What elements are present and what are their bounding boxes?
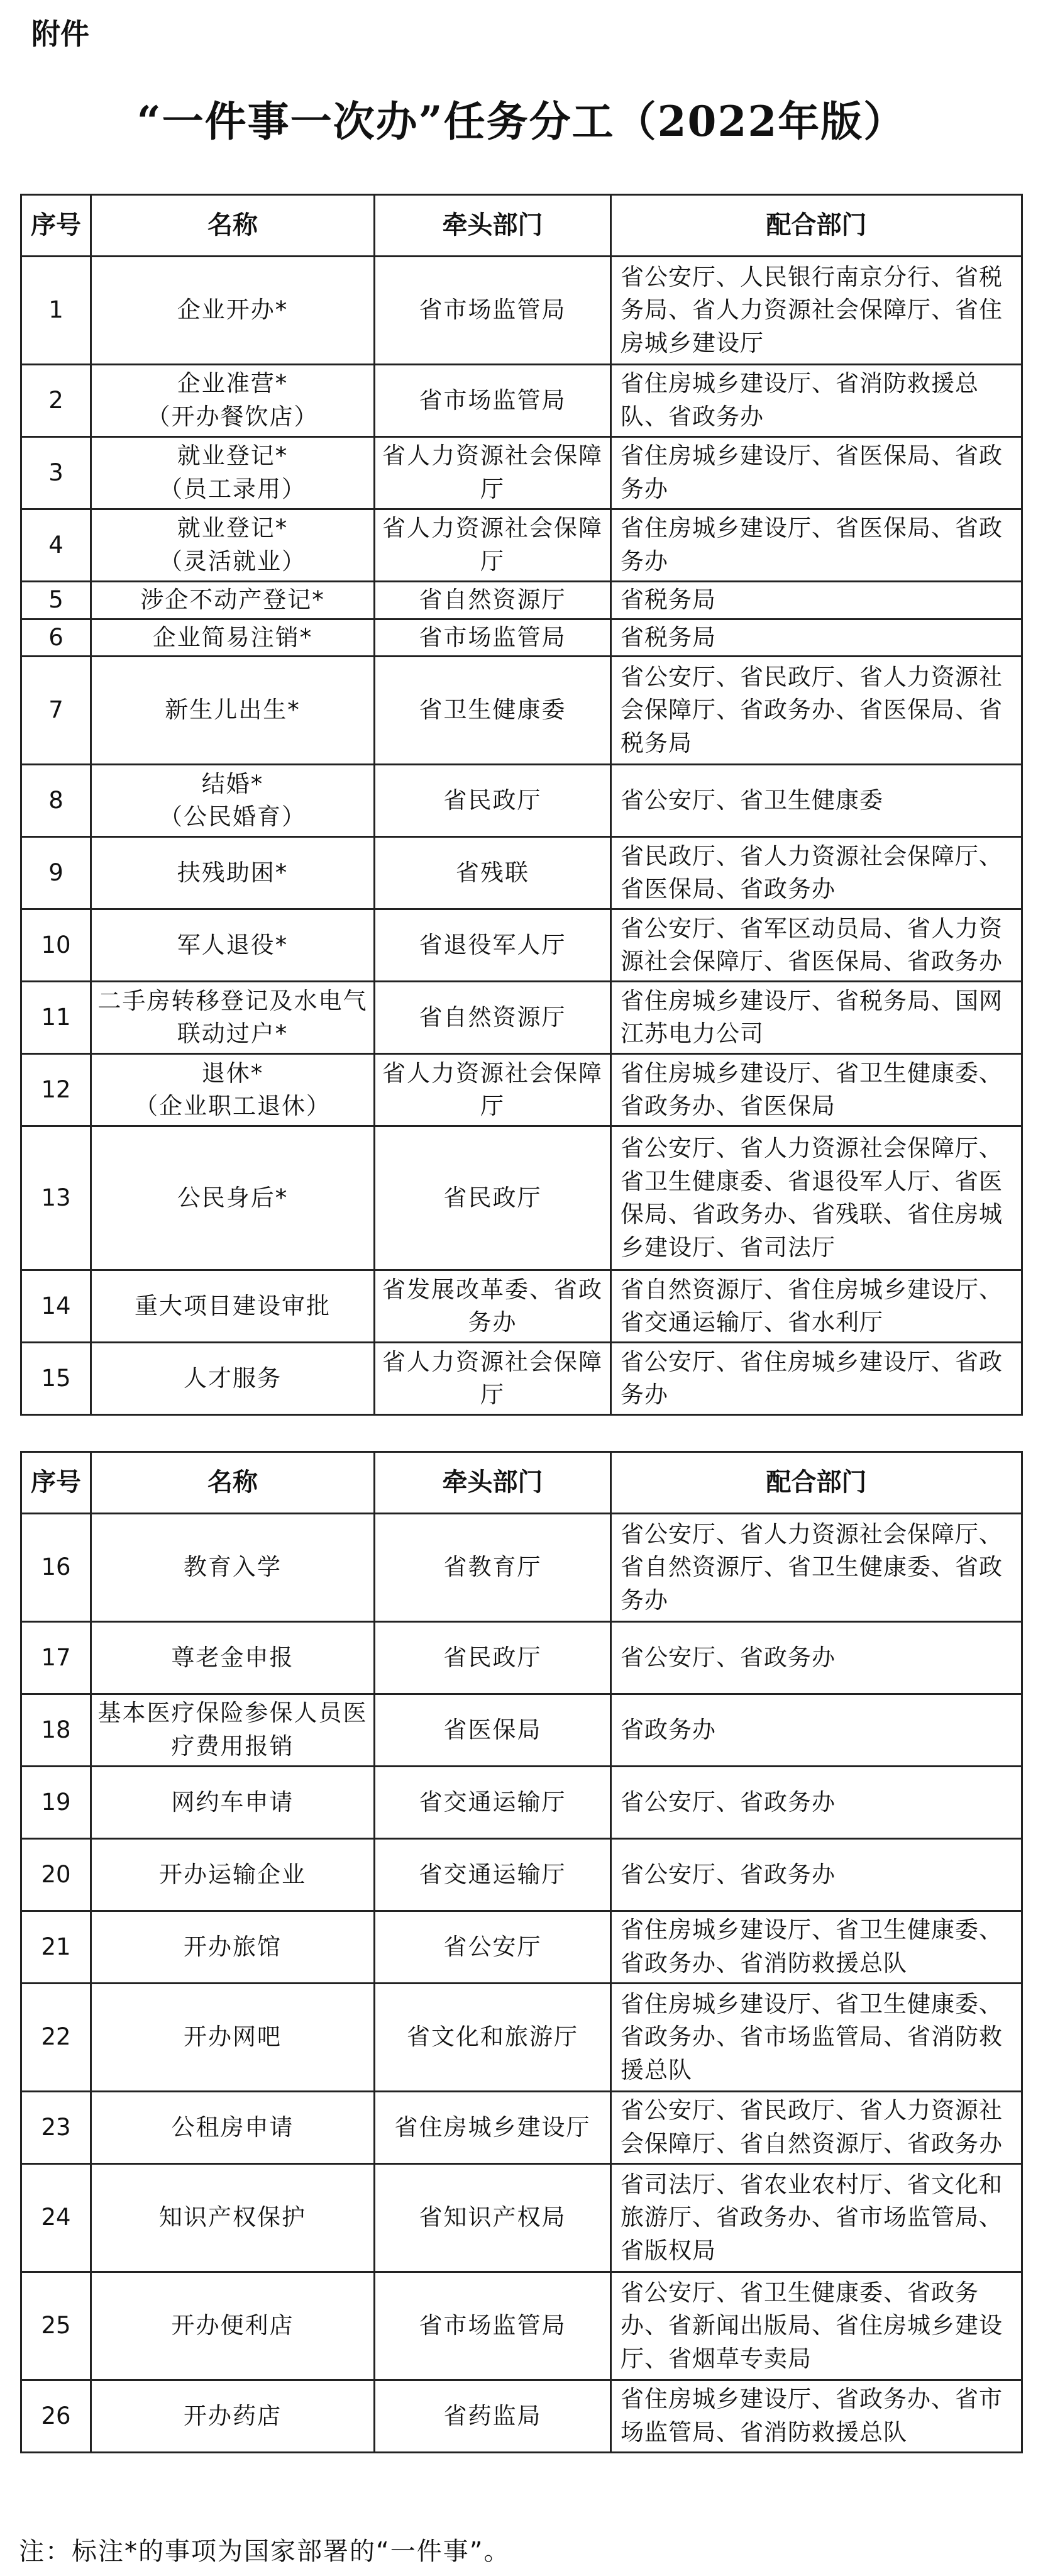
table-row [21,909,1022,982]
header-lead-department: 牵头部门 [375,1452,611,1514]
row-index: 18 [21,1694,91,1767]
cooperating-departments: 省公安厅、省民政厅、省人力资源社会保障厅、省自然资源厅、省政务办 [611,2092,1022,2164]
footnote: 注：标注*的事项为国家部署的“一件事”。 [19,2537,510,2566]
table-row [21,619,1022,657]
table-row [21,1767,1022,1839]
lead-department: 省市场监管局 [375,365,611,437]
table-row [21,837,1022,909]
row-index: 22 [21,1984,91,2092]
table-row [21,582,1022,619]
table-row [21,1126,1022,1270]
cooperating-departments: 省住房城乡建设厅、省卫生健康委、省政务办、省消防救援总队 [611,1911,1022,1984]
row-index: 25 [21,2272,91,2380]
task-name: 退休* （企业职工退休） [91,1054,375,1126]
table-row [21,982,1022,1054]
task-name: 开办旅馆 [91,1911,375,1984]
table-row [21,2092,1022,2164]
task-table-part-2 [20,1451,1023,2453]
row-index: 24 [21,2164,91,2272]
task-name: 公租房申请 [91,2092,375,2164]
cooperating-departments: 省税务局 [611,582,1022,619]
row-index: 16 [21,1514,91,1622]
cooperating-departments: 省公安厅、省政务办 [611,1839,1022,1911]
cooperating-departments: 省公安厅、人民银行南京分行、省税务局、省人力资源社会保障厅、省住房城乡建设厅 [611,257,1022,365]
lead-department: 省民政厅 [375,1622,611,1694]
row-index: 26 [21,2380,91,2453]
lead-department: 省教育厅 [375,1514,611,1622]
row-index: 1 [21,257,91,365]
task-name: 涉企不动产登记* [91,582,375,619]
task-name: 开办药店 [91,2380,375,2453]
cooperating-departments: 省住房城乡建设厅、省卫生健康委、省政务办、省市场监管局、省消防救援总队 [611,1984,1022,2092]
attachment-label: 附件 [31,17,89,51]
header-cooperating-departments: 配合部门 [611,195,1022,257]
header-cooperating-departments: 配合部门 [611,1452,1022,1514]
table-row [21,509,1022,582]
table-row [21,2380,1022,2453]
cooperating-departments: 省住房城乡建设厅、省卫生健康委、省政务办、省医保局 [611,1054,1022,1126]
task-name: 网约车申请 [91,1767,375,1839]
cooperating-departments: 省民政厅、省人力资源社会保障厅、省医保局、省政务办 [611,837,1022,909]
table-row [21,257,1022,365]
lead-department: 省药监局 [375,2380,611,2453]
header-name: 名称 [91,1452,375,1514]
task-name: 结婚* （公民婚育） [91,765,375,837]
task-name: 尊老金申报 [91,1622,375,1694]
row-index: 6 [21,619,91,657]
table-row [21,1514,1022,1622]
row-index: 11 [21,982,91,1054]
task-name: 军人退役* [91,909,375,982]
table-header-row [21,195,1022,257]
row-index: 19 [21,1767,91,1839]
task-table-part-1 [20,194,1023,1416]
cooperating-departments: 省住房城乡建设厅、省政务办、省市场监管局、省消防救援总队 [611,2380,1022,2453]
cooperating-departments: 省自然资源厅、省住房城乡建设厅、省交通运输厅、省水利厅 [611,1270,1022,1343]
cooperating-departments: 省公安厅、省住房城乡建设厅、省政务办 [611,1343,1022,1415]
row-index: 2 [21,365,91,437]
table-row [21,1911,1022,1984]
task-name: 企业简易注销* [91,619,375,657]
row-index: 10 [21,909,91,982]
cooperating-departments: 省公安厅、省人力资源社会保障厅、省自然资源厅、省卫生健康委、省政务办 [611,1514,1022,1622]
cooperating-departments: 省公安厅、省人力资源社会保障厅、省卫生健康委、省退役军人厅、省医保局、省政务办、省残联、省住房城乡建设厅、省司法厅 [611,1126,1022,1270]
lead-department: 省知识产权局 [375,2164,611,2272]
header-lead-department: 牵头部门 [375,195,611,257]
task-name: 基本医疗保险参保人员医疗费用报销 [91,1694,375,1767]
cooperating-departments: 省税务局 [611,619,1022,657]
header-name: 名称 [91,195,375,257]
lead-department: 省市场监管局 [375,257,611,365]
lead-department: 省退役军人厅 [375,909,611,982]
table-row [21,1343,1022,1415]
task-name: 人才服务 [91,1343,375,1415]
table-row [21,657,1022,765]
task-name: 就业登记* （灵活就业） [91,509,375,582]
document-title: “一件事一次办”任务分工（2022年版） [136,97,907,146]
cooperating-departments: 省公安厅、省卫生健康委 [611,765,1022,837]
task-name: 教育入学 [91,1514,375,1622]
table-row [21,1054,1022,1126]
lead-department: 省民政厅 [375,765,611,837]
table-row [21,1270,1022,1343]
row-index: 12 [21,1054,91,1126]
lead-department: 省人力资源社会保障厅 [375,509,611,582]
lead-department: 省人力资源社会保障厅 [375,1343,611,1415]
task-name: 重大项目建设审批 [91,1270,375,1343]
table-row [21,1694,1022,1767]
row-index: 9 [21,837,91,909]
cooperating-departments: 省公安厅、省民政厅、省人力资源社会保障厅、省政务办、省医保局、省税务局 [611,657,1022,765]
task-name: 开办网吧 [91,1984,375,2092]
table-row [21,2164,1022,2272]
table-row [21,365,1022,437]
lead-department: 省自然资源厅 [375,582,611,619]
table-row [21,765,1022,837]
lead-department: 省残联 [375,837,611,909]
row-index: 14 [21,1270,91,1343]
cooperating-departments: 省住房城乡建设厅、省税务局、国网江苏电力公司 [611,982,1022,1054]
task-name: 就业登记* （员工录用） [91,437,375,509]
row-index: 17 [21,1622,91,1694]
task-name: 开办运输企业 [91,1839,375,1911]
row-index: 20 [21,1839,91,1911]
task-name: 扶残助困* [91,837,375,909]
cooperating-departments: 省公安厅、省军区动员局、省人力资源社会保障厅、省医保局、省政务办 [611,909,1022,982]
lead-department: 省人力资源社会保障厅 [375,1054,611,1126]
row-index: 4 [21,509,91,582]
table-row [21,1622,1022,1694]
cooperating-departments: 省公安厅、省卫生健康委、省政务办、省新闻出版局、省住房城乡建设厅、省烟草专卖局 [611,2272,1022,2380]
cooperating-departments: 省公安厅、省政务办 [611,1767,1022,1839]
lead-department: 省住房城乡建设厅 [375,2092,611,2164]
task-name: 二手房转移登记及水电气联动过户* [91,982,375,1054]
row-index: 15 [21,1343,91,1415]
lead-department: 省交通运输厅 [375,1839,611,1911]
task-name: 公民身后* [91,1126,375,1270]
cooperating-departments: 省政务办 [611,1694,1022,1767]
table-row [21,1839,1022,1911]
task-name: 企业开办* [91,257,375,365]
task-name: 企业准营* （开办餐饮店） [91,365,375,437]
lead-department: 省卫生健康委 [375,657,611,765]
lead-department: 省市场监管局 [375,619,611,657]
task-name: 知识产权保护 [91,2164,375,2272]
row-index: 21 [21,1911,91,1984]
row-index: 5 [21,582,91,619]
cooperating-departments: 省公安厅、省政务办 [611,1622,1022,1694]
row-index: 7 [21,657,91,765]
header-index: 序号 [21,1452,91,1514]
lead-department: 省文化和旅游厅 [375,1984,611,2092]
cooperating-departments: 省住房城乡建设厅、省医保局、省政务办 [611,437,1022,509]
lead-department: 省交通运输厅 [375,1767,611,1839]
lead-department: 省公安厅 [375,1911,611,1984]
task-name: 新生儿出生* [91,657,375,765]
lead-department: 省医保局 [375,1694,611,1767]
table-row [21,2272,1022,2380]
table-row [21,437,1022,509]
task-name: 开办便利店 [91,2272,375,2380]
lead-department: 省市场监管局 [375,2272,611,2380]
header-index: 序号 [21,195,91,257]
row-index: 23 [21,2092,91,2164]
lead-department: 省自然资源厅 [375,982,611,1054]
lead-department: 省发展改革委、省政务办 [375,1270,611,1343]
lead-department: 省人力资源社会保障厅 [375,437,611,509]
lead-department: 省民政厅 [375,1126,611,1270]
row-index: 8 [21,765,91,837]
cooperating-departments: 省司法厅、省农业农村厅、省文化和旅游厅、省政务办、省市场监管局、省版权局 [611,2164,1022,2272]
table-row [21,1984,1022,2092]
table-header-row [21,1452,1022,1514]
cooperating-departments: 省住房城乡建设厅、省医保局、省政务办 [611,509,1022,582]
row-index: 13 [21,1126,91,1270]
cooperating-departments: 省住房城乡建设厅、省消防救援总队、省政务办 [611,365,1022,437]
row-index: 3 [21,437,91,509]
